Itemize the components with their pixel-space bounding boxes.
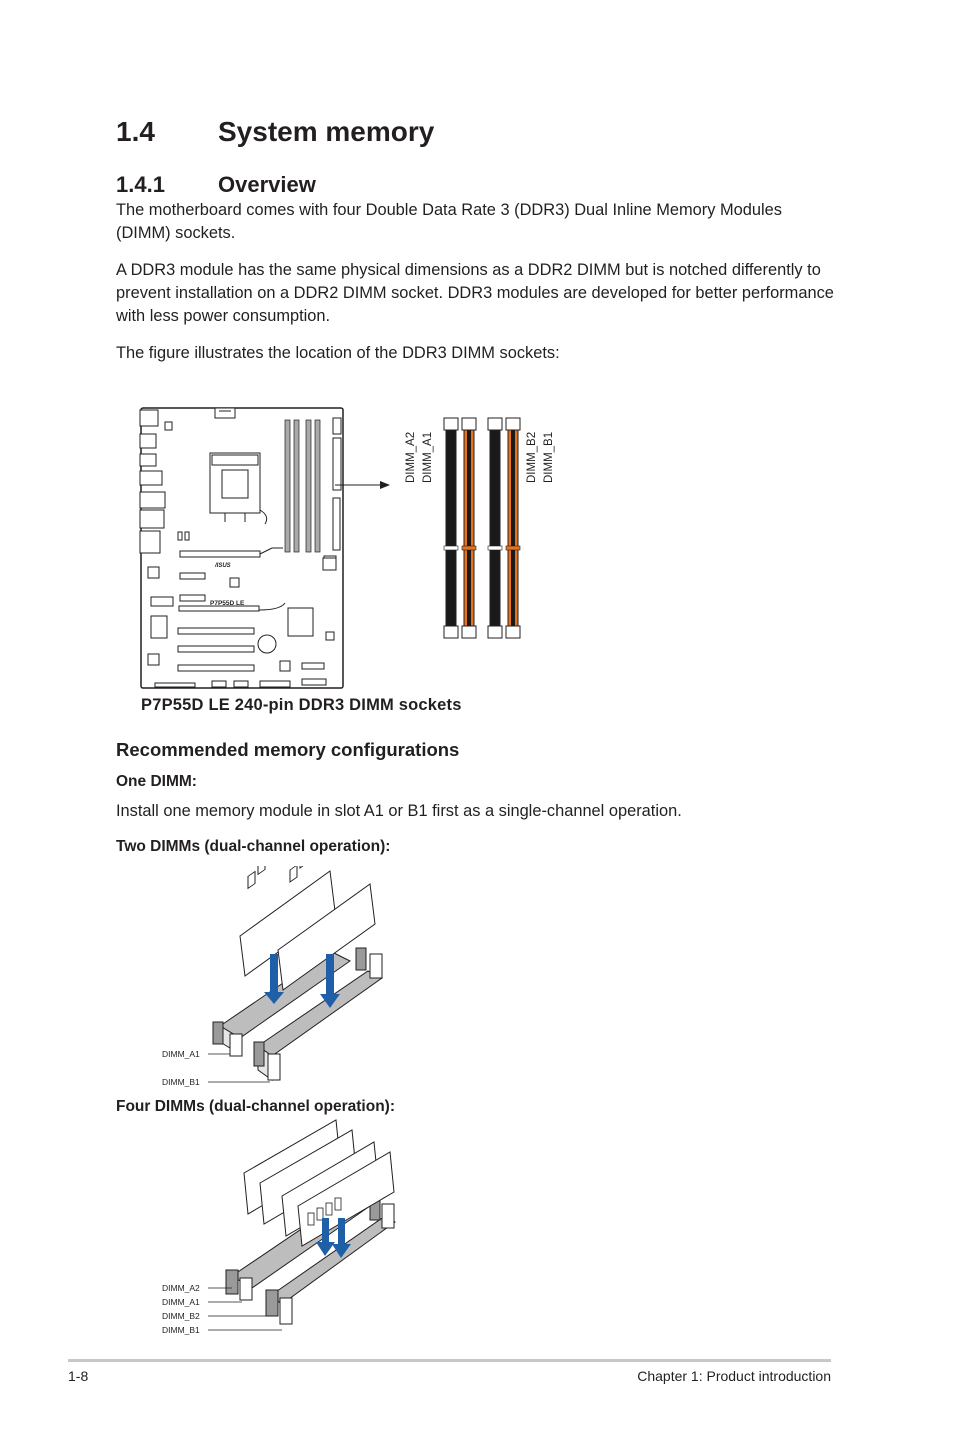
board-dimm-slot — [315, 420, 320, 552]
pci-slot — [178, 665, 254, 671]
subsection-number: 1.4.1 — [116, 172, 165, 197]
dimm-slot-a2 — [444, 418, 458, 638]
subsection-title: Overview — [218, 172, 316, 197]
chapter-title: Chapter 1: Product introduction — [637, 1368, 831, 1384]
board-logo: /ISUS — [215, 563, 231, 569]
dimm-slot-b1 — [506, 418, 520, 638]
cmos-battery — [258, 635, 276, 653]
motherboard-layout-diagram — [130, 398, 570, 693]
io-connector — [140, 531, 160, 553]
figure-intro-paragraph: The figure illustrates the location of the DDR3 DIMM sockets: — [116, 344, 560, 362]
pci-slot — [178, 628, 254, 634]
one-dimm-heading: One DIMM: — [116, 773, 197, 790]
io-connector — [140, 454, 156, 466]
four-dimms-heading: Four DIMMs (dual-channel operation): — [116, 1098, 395, 1115]
atx-power-connector — [333, 438, 341, 490]
io-connector — [140, 434, 156, 448]
slot-label-b2: DIMM_B2 — [526, 431, 538, 483]
recommended-heading: Recommended memory configurations — [116, 739, 460, 760]
io-connector — [140, 510, 164, 528]
figure-caption: P7P55D LE 240-pin DDR3 DIMM sockets — [141, 696, 462, 714]
board-dimm-slot — [306, 420, 311, 552]
pcie-slot — [180, 573, 205, 579]
four-dimm-label-a2: DIMM_A2 — [162, 1283, 200, 1293]
two-dimm-label-b1: DIMM_B1 — [162, 1077, 200, 1087]
io-connector — [140, 471, 162, 485]
io-connector — [140, 410, 158, 426]
four-dimm-label-b1: DIMM_B1 — [162, 1325, 200, 1335]
dimm-slot-a1 — [462, 418, 476, 638]
section-heading — [116, 116, 434, 148]
page-number: 1-8 — [68, 1368, 89, 1384]
board-dimm-slot — [294, 420, 299, 552]
ddr3-paragraph: A DDR3 module has the same physical dimensions as a DDR2 DIMM but is notched differently to prevent installation on a DDR2 DIMM socket. DDR3 modules are developed for better performance with less power consumption. — [116, 261, 834, 325]
pcie-slot — [180, 595, 205, 601]
pci-slot — [178, 646, 254, 652]
two-dimm-label-a1: DIMM_A1 — [162, 1049, 200, 1059]
io-connector — [140, 492, 165, 508]
four-dimm-label-b2: DIMM_B2 — [162, 1311, 200, 1321]
section-number: 1.4 — [116, 116, 155, 147]
footer-divider — [68, 1359, 831, 1362]
slot-label-a2: DIMM_A2 — [405, 431, 417, 483]
one-dimm-text: Install one memory module in slot A1 or B1 first as a single-channel operation. — [116, 802, 682, 820]
dimm-slot-b2 — [488, 418, 502, 638]
board-model-label: P7P55D LE — [210, 600, 245, 607]
chipset — [288, 608, 313, 636]
board-dimm-slot — [285, 420, 290, 552]
cpu-power-connector — [215, 408, 235, 418]
section-title: System memory — [218, 116, 435, 147]
slot-label-a1: DIMM_A1 — [422, 431, 434, 483]
intro-paragraph: The motherboard comes with four Double Data Rate 3 (DDR3) Dual Inline Memory Modules (DIMM) sockets. — [116, 201, 782, 242]
four-dimms-illustration — [160, 1118, 400, 1342]
arrow-icon — [380, 481, 390, 489]
pcie-slot — [180, 551, 260, 557]
four-dimm-label-a1: DIMM_A1 — [162, 1297, 200, 1307]
subsection-heading — [116, 172, 316, 198]
two-dimms-illustration — [160, 866, 390, 1088]
two-dimms-heading: Two DIMMs (dual-channel operation): — [116, 838, 391, 855]
slot-label-b1: DIMM_B1 — [543, 431, 555, 483]
